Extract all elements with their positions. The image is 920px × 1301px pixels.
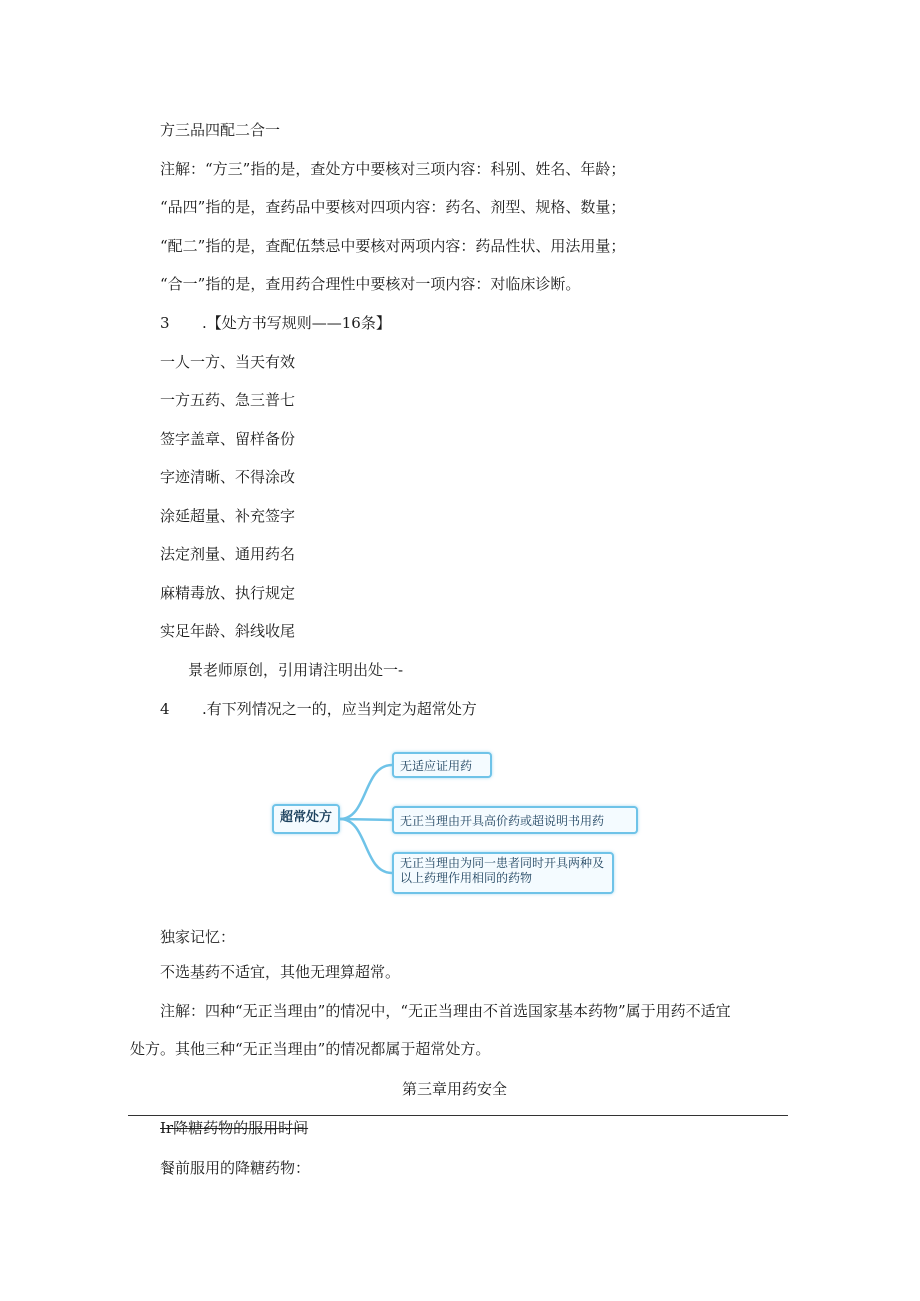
mindmap-branch: 无适应证用药 (392, 752, 492, 778)
rule-item: 涂延超量、补充签字 (160, 507, 296, 525)
rule-item: 实足年龄、斜线收尾 (160, 622, 296, 640)
section-title: .有下列情况之一的，应当判定为超常处方 (202, 700, 477, 718)
memory-line: 不选基药不适宜，其他无理算超常。 (160, 963, 401, 981)
mindmap-branch: 无正当理由为同一患者同时开具两种及以上药理作用相同的药物 (392, 852, 614, 894)
rule-item: 一方五药、急三普七 (160, 391, 296, 409)
note-line: “品四”指的是，查药品中要核对四项内容：药名、剂型、规格、数量； (160, 198, 626, 216)
note-line: 注解：四种“无正当理由”的情况中，“无正当理由不首选国家基本药物”属于用药不适宜 (160, 1002, 731, 1020)
divider (128, 1115, 788, 1116)
section-title: .【处方书写规则——16条】 (202, 314, 391, 332)
rule-item: 麻精毒放、执行规定 (160, 584, 296, 602)
rule-item: 字迹清晰、不得涂改 (160, 468, 296, 486)
mindmap (268, 740, 648, 898)
section-number: 3 (160, 314, 170, 332)
note-line: “合一”指的是，查用药合理性中要核对一项内容：对临床诊断。 (160, 275, 581, 293)
chapter-title: 第三章用药安全 (402, 1080, 508, 1098)
rule-item: 签字盖章、留样备份 (160, 430, 296, 448)
section-number: 4 (160, 700, 170, 718)
note-line: “配二”指的是，查配伍禁忌中要核对两项内容：药品性状、用法用量； (160, 237, 626, 255)
mindmap-branch: 无正当理由开具高价药或超说明书用药 (392, 806, 638, 834)
mindmap-root: 超常处方 (272, 804, 340, 834)
rule-item: 一人一方、当天有效 (160, 353, 296, 371)
memory-title: 独家记忆： (160, 928, 236, 946)
rule-item: 法定剂量、通用药名 (160, 545, 296, 563)
subheading: 餐前服用的降糖药物： (160, 1159, 311, 1177)
heading-line: 方三品四配二合一 (160, 121, 281, 139)
author-note: 景老师原创，引用请注明出处一- (188, 661, 404, 679)
note-line: 注解：“方三”指的是，查处方中要核对三项内容：科别、姓名、年龄； (160, 160, 626, 178)
note-line: 处方。其他三种“无正当理由”的情况都属于超常处方。 (130, 1040, 491, 1058)
struck-heading: Ir降糖药物的服用时间 (160, 1119, 309, 1137)
